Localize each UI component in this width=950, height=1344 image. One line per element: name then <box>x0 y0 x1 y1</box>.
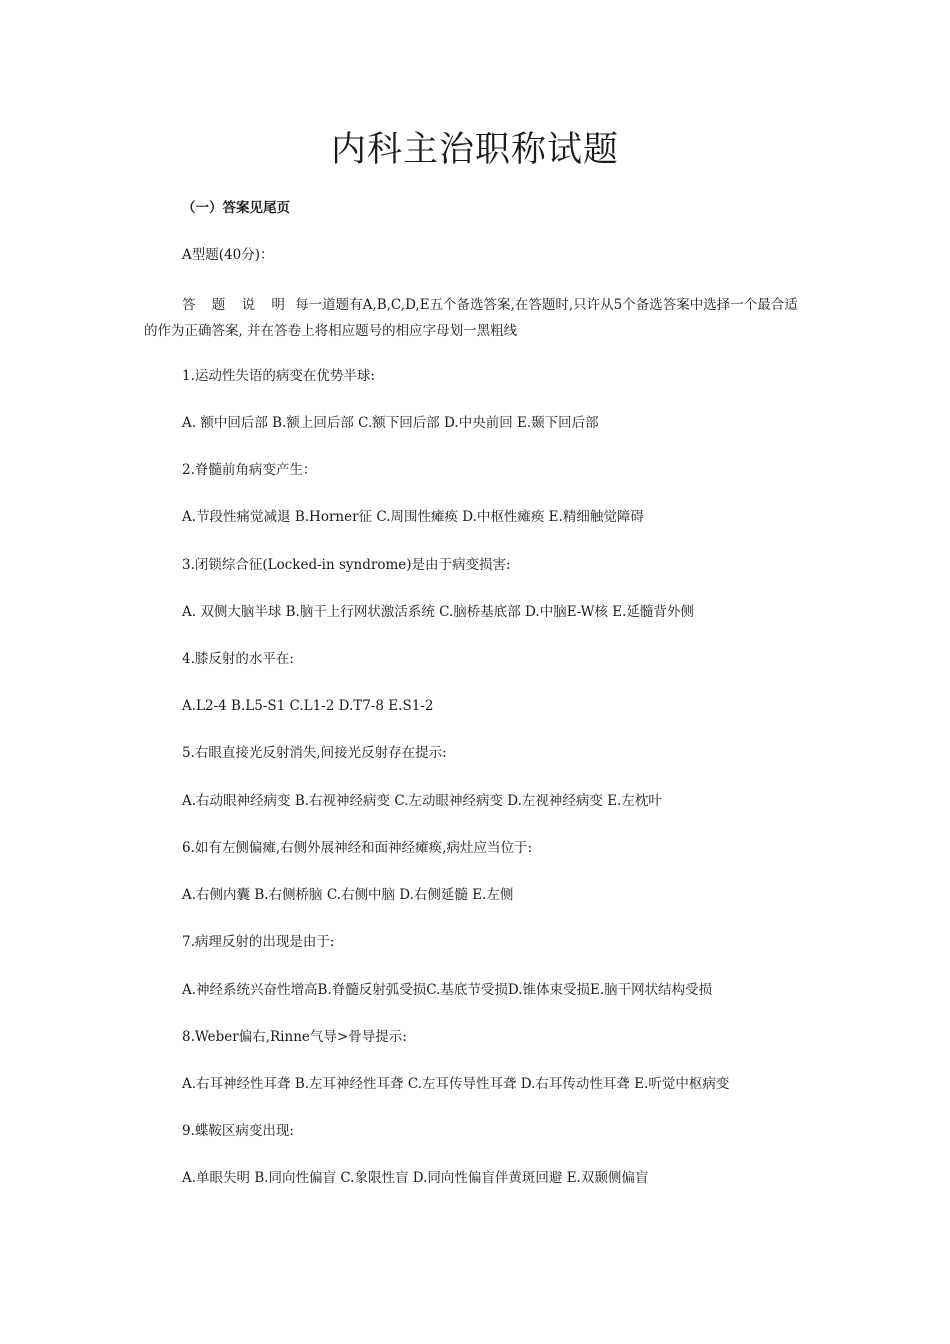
document-title: 内科主治职称试题 <box>330 130 619 170</box>
answer-note-heading: （一）答案见尾页 <box>182 200 290 216</box>
instructions-text: 每一道题有A,B,C,D,E五个备选答案,在答题时,只许从5个备选答案中选择一个最合适的作为正确答案, 并在答卷上将相应题号的相应字母划一黑粗线 <box>144 297 798 339</box>
question-options: A.单眼失明 B.同向性偏盲 C.象限性盲 D.同向性偏盲伴黄斑回避 E.双颞侧偏盲 <box>182 1170 649 1186</box>
question-stem: 7.病理反射的出现是由于: <box>182 934 335 950</box>
question-options: A.节段性痛觉减退 B.Horner征 C.周围性瘫痪 D.中枢性瘫痪 E.精细触觉障碍 <box>182 509 644 525</box>
instructions-paragraph <box>144 292 804 344</box>
question-options: A.右动眼神经病变 B.右视神经病变 C.左动眼神经病变 D.左视神经病变 E.左枕叶 <box>182 793 662 809</box>
section-label: A型题(40分)： <box>182 247 274 263</box>
question-stem: 6.如有左侧偏瘫,右侧外展神经和面神经瘫痪,病灶应当位于: <box>182 840 533 856</box>
question-stem: 2.脊髓前角病变产生： <box>182 462 317 478</box>
question-options: A.右耳神经性耳聋 B.左耳神经性耳聋 C.左耳传导性耳聋 D.右耳传动性耳聋 E.听觉中枢病变 <box>182 1076 730 1092</box>
question-options: A. 双侧大脑半球 B.脑干上行网状激活系统 C.脑桥基底部 D.中脑E-W核 E.延髓背外侧 <box>182 604 694 620</box>
question-stem: 5.右眼直接光反射消失,间接光反射存在提示: <box>182 745 447 761</box>
instructions-lead: 答 题 说 明 <box>182 297 291 313</box>
question-stem: 8.Weber偏右,Rinne气导>骨导提示: <box>182 1029 407 1045</box>
question-stem: 9.蝶鞍区病变出现: <box>182 1123 294 1139</box>
question-options: A.右侧内囊 B.右侧桥脑 C.右侧中脑 D.右侧延髓 E.左侧 <box>182 887 514 903</box>
question-stem: 3.闭锁综合征(Locked-in syndrome)是由于病变损害: <box>182 557 511 573</box>
question-options: A.神经系统兴奋性增高B.脊髓反射弧受损C.基底节受损D.锥体束受损E.脑干网状结构受损 <box>182 982 713 998</box>
question-stem: 4.膝反射的水平在: <box>182 651 294 667</box>
question-options: A.L2-4 B.L5-S1 C.L1-2 D.T7-8 E.S1-2 <box>182 698 434 714</box>
question-options: A. 额中回后部 B.额上回后部 C.额下回后部 D.中央前回 E.颞下回后部 <box>182 415 599 431</box>
question-stem: 1.运动性失语的病变在优势半球: <box>182 368 375 384</box>
